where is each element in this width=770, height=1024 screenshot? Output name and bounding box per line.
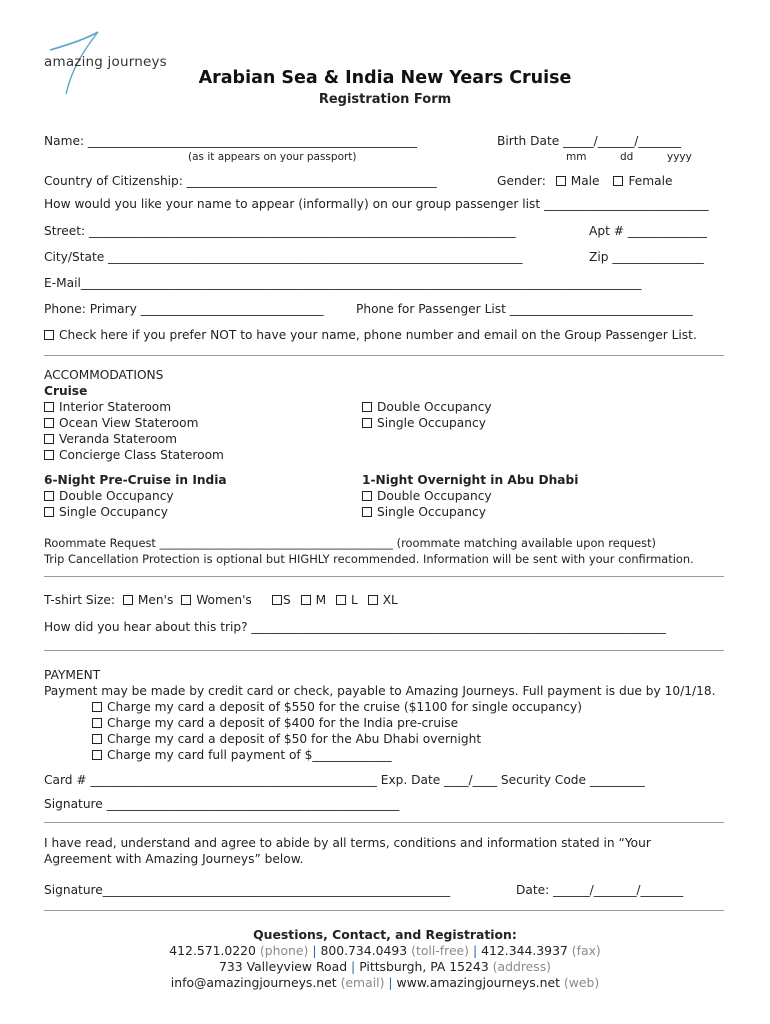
payment-heading: PAYMENT [44, 668, 101, 682]
footer-street: 733 Valleyview Road [218, 959, 348, 974]
footer-address-tag: (address) [492, 959, 552, 974]
accommodations-heading: ACCOMMODATIONS [44, 368, 164, 382]
cruise-option-oceanview [44, 416, 198, 431]
payment-option-cruise [92, 700, 582, 715]
footer-phones [0, 943, 770, 958]
pay-full-checkbox[interactable] [92, 750, 102, 760]
name-hint: (as it appears on your passport) [188, 151, 357, 163]
divider-5 [44, 910, 724, 911]
oceanview-label: Ocean View Stateroom [59, 416, 199, 430]
pay-abu-checkbox[interactable] [92, 734, 102, 744]
hear-about-field[interactable]: How did you hear about this trip? ____________________________________________________________________ [44, 620, 666, 634]
cruise-single-checkbox[interactable] [362, 418, 372, 428]
payment-option-full [92, 748, 392, 763]
pay-india-label: Charge my card a deposit of $400 for the India pre-cruise [107, 716, 459, 730]
passenger-list-name-field[interactable]: How would you like your name to appear (informally) on our group passenger list ___________________________ [44, 197, 709, 211]
size-l-checkbox[interactable] [336, 595, 346, 605]
cruise-option-veranda [44, 432, 177, 447]
male-checkbox[interactable] [556, 176, 566, 186]
veranda-checkbox[interactable] [44, 434, 54, 444]
roommate-request-field[interactable]: Roommate Request _________________________________________ (roommate matching available upon request) [44, 536, 657, 550]
optout-label: Check here if you prefer NOT to have your name, phone number and email on the Group Passenger List. [59, 328, 697, 342]
citizenship-field[interactable]: Country of Citizenship: _________________________________________ [44, 174, 437, 188]
payment-intro: Payment may be made by credit card or check, payable to Amazing Journeys. Full payment is due by 10/1/18. [44, 684, 716, 698]
india-heading: 6-Night Pre-Cruise in India [44, 473, 227, 487]
abu-double [362, 489, 492, 504]
india-single-label: Single Occupancy [59, 505, 168, 519]
footer-sep: | [351, 959, 356, 974]
size-s-label: S [283, 593, 291, 607]
phone-primary-field[interactable]: Phone: Primary ______________________________ [44, 302, 324, 316]
womens-checkbox[interactable] [181, 595, 191, 605]
footer-web [0, 975, 770, 990]
divider-4 [44, 822, 724, 823]
apt-field[interactable]: Apt # _____________ [589, 224, 708, 238]
interior-checkbox[interactable] [44, 402, 54, 412]
footer-phone-tag: (phone) [259, 943, 309, 958]
tshirt-row [44, 593, 252, 608]
footer-sep: | [388, 975, 393, 990]
divider-1 [44, 355, 724, 356]
female-label: Female [628, 174, 673, 188]
gender-label: Gender: [497, 174, 546, 188]
abu-single-checkbox[interactable] [362, 507, 372, 517]
oceanview-checkbox[interactable] [44, 418, 54, 428]
logo-text: amazing journeys [44, 54, 167, 70]
footer-phone[interactable]: 412.571.0220 [169, 943, 256, 958]
concierge-checkbox[interactable] [44, 450, 54, 460]
cruise-occ-single [362, 416, 486, 431]
india-double-label: Double Occupancy [59, 489, 174, 503]
womens-label: Women's [196, 593, 252, 607]
abu-heading: 1-Night Overnight in Abu Dhabi [362, 473, 579, 487]
signature-field-1[interactable]: Signature ________________________________________________ [44, 797, 400, 811]
birth-yyyy: yyyy [667, 151, 692, 163]
signature-field-2[interactable]: Signature_________________________________________________________ [44, 883, 451, 897]
abu-single [362, 505, 486, 520]
female-checkbox[interactable] [613, 176, 623, 186]
phone-passenger-list-field[interactable]: Phone for Passenger List ______________________________ [356, 302, 693, 316]
pay-full-label: Charge my card full payment of $_____________ [107, 748, 392, 762]
trip-cancellation-note: Trip Cancellation Protection is optional but HIGHLY recommended. Information will be sent with your confirmation. [44, 552, 694, 566]
footer-tollfree[interactable]: 800.734.0493 [320, 943, 408, 958]
abu-double-label: Double Occupancy [377, 489, 492, 503]
male-label: Male [570, 174, 600, 188]
cruise-option-interior [44, 400, 171, 415]
divider-2 [44, 576, 724, 577]
birth-mm: mm [566, 151, 587, 163]
name-field[interactable]: Name: ______________________________________________________ [44, 134, 417, 148]
footer-tollfree-tag: (toll-free) [411, 943, 470, 958]
footer-fax-tag: (fax) [571, 943, 601, 958]
cruise-occ-double [362, 400, 492, 415]
cruise-option-concierge [44, 448, 224, 463]
pay-cruise-label: Charge my card a deposit of $550 for the cruise ($1100 for single occupancy) [107, 700, 583, 714]
city-state-field[interactable]: City/State ____________________________________________________________________ [44, 250, 523, 264]
page-title: Arabian Sea & India New Years Cruise [198, 68, 572, 88]
size-l-label: L [351, 593, 358, 607]
footer-sep: | [312, 943, 317, 958]
footer-fax: 412.344.3937 [481, 943, 568, 958]
interior-label: Interior Stateroom [59, 400, 172, 414]
cruise-double-label: Double Occupancy [377, 400, 492, 414]
footer-heading: Questions, Contact, and Registration: [253, 927, 517, 942]
payment-option-india [92, 716, 458, 731]
size-xl-checkbox[interactable] [368, 595, 378, 605]
pay-cruise-checkbox[interactable] [92, 702, 102, 712]
footer-web-link[interactable]: www.amazingjourneys.net [396, 975, 560, 990]
divider-3 [44, 650, 724, 651]
pay-abu-label: Charge my card a deposit of $50 for the Abu Dhabi overnight [107, 732, 482, 746]
cruise-single-label: Single Occupancy [377, 416, 486, 430]
birth-dd: dd [620, 151, 634, 163]
mens-checkbox[interactable] [123, 595, 133, 605]
size-s-checkbox[interactable] [272, 595, 282, 605]
size-m-label: M [315, 593, 327, 607]
cruise-double-checkbox[interactable] [362, 402, 372, 412]
optout-row [44, 328, 697, 343]
email-field[interactable]: E-Mail____________________________________________________________________________________________ [44, 276, 642, 290]
footer-sep: | [472, 943, 478, 958]
date-field[interactable]: Date: ______/_______/_______ [516, 883, 684, 897]
street-field[interactable]: Street: ______________________________________________________________________ [44, 224, 516, 238]
india-single [44, 505, 168, 520]
abu-single-label: Single Occupancy [377, 505, 486, 519]
india-double [44, 489, 174, 504]
agreement-text-2: Agreement with Amazing Journeys” below. [44, 852, 304, 866]
zip-field[interactable]: Zip _______________ [589, 250, 704, 264]
birth-date-field[interactable]: Birth Date _____/______/_______ [497, 134, 682, 148]
footer-city: Pittsburgh, PA 15243 [359, 959, 489, 974]
footer-email-link[interactable]: info@amazingjourneys.net [170, 975, 337, 990]
page-subtitle: Registration Form [318, 92, 452, 107]
card-field[interactable]: Card # _______________________________________________ Exp. Date ____/____ Security Code _________ [44, 773, 645, 787]
mens-label: Men's [137, 593, 174, 607]
pay-india-checkbox[interactable] [92, 718, 102, 728]
footer-email-tag: (email) [340, 975, 385, 990]
gender-group [497, 174, 673, 189]
india-single-checkbox[interactable] [44, 507, 54, 517]
tshirt-label: T-shirt Size: [44, 593, 115, 607]
payment-option-abu [92, 732, 481, 747]
concierge-label: Concierge Class Stateroom [59, 448, 224, 462]
size-row [272, 593, 398, 608]
abu-double-checkbox[interactable] [362, 491, 372, 501]
optout-checkbox[interactable] [44, 330, 54, 340]
footer-address [0, 959, 770, 974]
veranda-label: Veranda Stateroom [59, 432, 177, 446]
footer-web-tag: (web) [563, 975, 600, 990]
cruise-heading: Cruise [44, 384, 88, 398]
india-double-checkbox[interactable] [44, 491, 54, 501]
size-m-checkbox[interactable] [301, 595, 311, 605]
size-xl-label: XL [382, 593, 398, 607]
agreement-text-1: I have read, understand and agree to abide by all terms, conditions and information stated in “Your [44, 836, 651, 850]
